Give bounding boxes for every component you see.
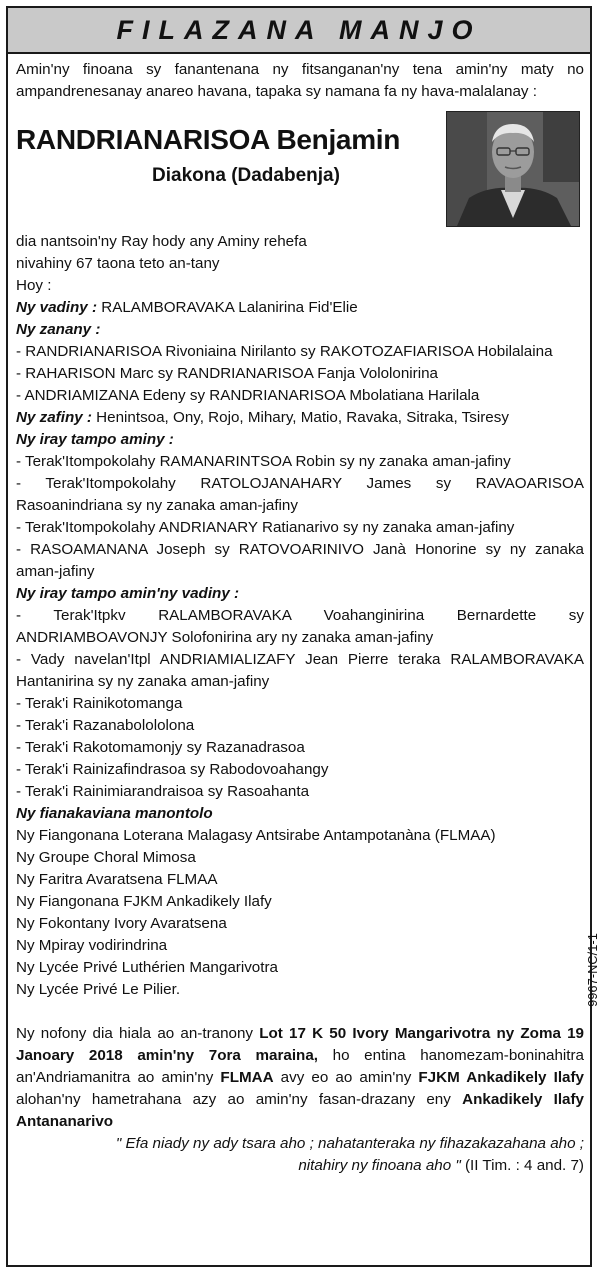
funeral-text-1: Ny nofony dia hiala ao an-tranony [16,1025,260,1042]
siblings-item: - Terak'Itompokolahy RAMANARINTSOA Robin sy ny zanaka aman-jafiny [16,453,511,470]
family-item: Ny Fiangonana Loterana Malagasy Antsirabe Antampotanàna (FLMAA) [16,827,496,844]
reference-code: 9967-NC/1-1 [586,933,600,1007]
family-list [16,825,584,1001]
spouse-siblings-item: - Terak'Itpkv RALAMBORAVAKA Voahanginirina Bernardette sy ANDRIAMBOAVONJY Solofonirina ary ny zanaka aman-jafiny [16,607,584,646]
deceased-block [16,107,584,231]
spouse-siblings-item: - Terak'i Rakotomamonjy sy Razanadrasoa [16,739,305,756]
siblings-item: - RASOAMANANA Joseph sy RATOVOARINIVO Janà Honorine sy ny zanaka aman-jafiny [16,541,584,580]
notice-header [8,8,590,54]
obituary-notice [6,6,600,1267]
header-title: FILAZANA MANJO [116,14,482,45]
family-item: Ny Groupe Choral Mimosa [16,849,196,866]
spouse-siblings-item: - Vady navelan'Itpl ANDRIAMIALIZAFY Jean Pierre teraka RALAMBORAVAKA Hantanirina sy ny zanaka aman-jafiny [16,651,584,690]
funeral-text-3: avy eo ao amin'ny [273,1069,419,1086]
death-line-2: nivahiny 67 taona teto an-tany [16,255,220,272]
funeral-church-1: FLMAA [220,1069,274,1086]
funeral-text-4: alohan'ny hametrahana azy ao amin'ny fasan-drazany eny [16,1091,463,1108]
bible-quote-line-2 [16,1155,584,1177]
grandchildren-value: Henintsoa, Ony, Rojo, Mihary, Matio, Ravaka, Sitraka, Tsiresy [91,409,509,426]
spouse-label: Ny vadiny : [16,299,98,316]
notice-body [8,54,590,1177]
spouse-siblings-label: Ny iray tampo amin'ny vadiny : [16,585,240,602]
funeral-burial-place: Ankadikely Ilafy Antananarivo [16,1091,584,1130]
spouse-line [16,297,584,319]
family-item: Ny Faritra Avaratsena FLMAA [16,871,218,888]
funeral-church-2: FJKM Ankadikely Ilafy [418,1069,584,1086]
death-line-3: Hoy : [16,277,52,294]
children-list [16,341,584,407]
spouse-siblings-list [16,605,584,803]
siblings-item: - Terak'Itompokolahy ANDRIANARY Ratianarivo sy ny zanaka aman-jafiny [16,519,515,536]
family-label: Ny fianakaviana manontolo [16,805,213,822]
family-item: Ny Mpiray vodirindrina [16,937,168,954]
children-item: - ANDRIAMIZANA Edeny sy RANDRIANARISOA Mbolatiana Harilala [16,387,480,404]
deceased-title: Diakona (Dadabenja) [152,165,340,186]
children-label: Ny zanany : [16,321,101,338]
spouse-siblings-item: - Terak'i Rainimiarandraisoa sy Rasoahanta [16,783,310,800]
funeral-text-2: ho entina hanomezam-boninahitra an'Andriamanitra ao amin'ny [16,1047,585,1086]
intro-paragraph: Amin'ny finoana sy fanantenana ny fitsanganan'ny tena amin'ny maty no ampandrenesanay anareo havana, tapaka sy namana fa ny hava-malalanay : [16,61,584,100]
siblings-item: - Terak'Itompokolahy RATOLOJANAHARY James sy RAVAOARISOA Rasoanindriana sy ny zanaka aman-jafiny [16,475,584,514]
family-item: Ny Fiangonana FJKM Ankadikely Ilafy [16,893,272,910]
family-item: Ny Lycée Privé Le Pilier. [16,981,181,998]
death-line-1: dia nantsoin'ny Ray hody any Aminy rehefa [16,233,307,250]
siblings-label: Ny iray tampo aminy : [16,431,174,448]
funeral-address-date: Lot 17 K 50 Ivory Mangarivotra ny Zoma 19 Janoary 2018 amin'ny 7ora maraina, [16,1025,584,1064]
grandchildren-line [16,407,584,429]
spouse-siblings-item: - Terak'i Razanabolololona [16,717,195,734]
deceased-portrait-photo [446,111,580,227]
deceased-name: RANDRIANARISOA Benjamin [16,124,401,155]
bible-quote-reference: (II Tim. : 4 and. 7) [460,1157,584,1174]
grandchildren-label: Ny zafiny : [16,409,92,426]
spouse-siblings-item: - Terak'i Rainikotomanga [16,695,183,712]
spouse-value: RALAMBORAVAKA Lalanirina Fid'Elie [97,299,358,316]
family-item: Ny Lycée Privé Luthérien Mangarivotra [16,959,278,976]
siblings-list [16,451,584,583]
bible-quote-text: nitahiry ny finoana aho " [298,1157,461,1174]
spacer [16,1001,584,1023]
family-item: Ny Fokontany Ivory Avaratsena [16,915,227,932]
funeral-paragraph [16,1023,584,1133]
spouse-siblings-item: - Terak'i Rainizafindrasoa sy Rabodovoahangy [16,761,329,778]
children-item: - RANDRIANARISOA Rivoniaina Nirilanto sy RAKOTOZAFIARISOA Hobilalaina [16,343,553,360]
children-item: - RAHARISON Marc sy RANDRIANARISOA Fanja Vololonirina [16,365,438,382]
bible-quote-line-1: " Efa niady ny ady tsara aho ; nahatanteraka ny fihazakazahana aho ; [115,1135,584,1152]
